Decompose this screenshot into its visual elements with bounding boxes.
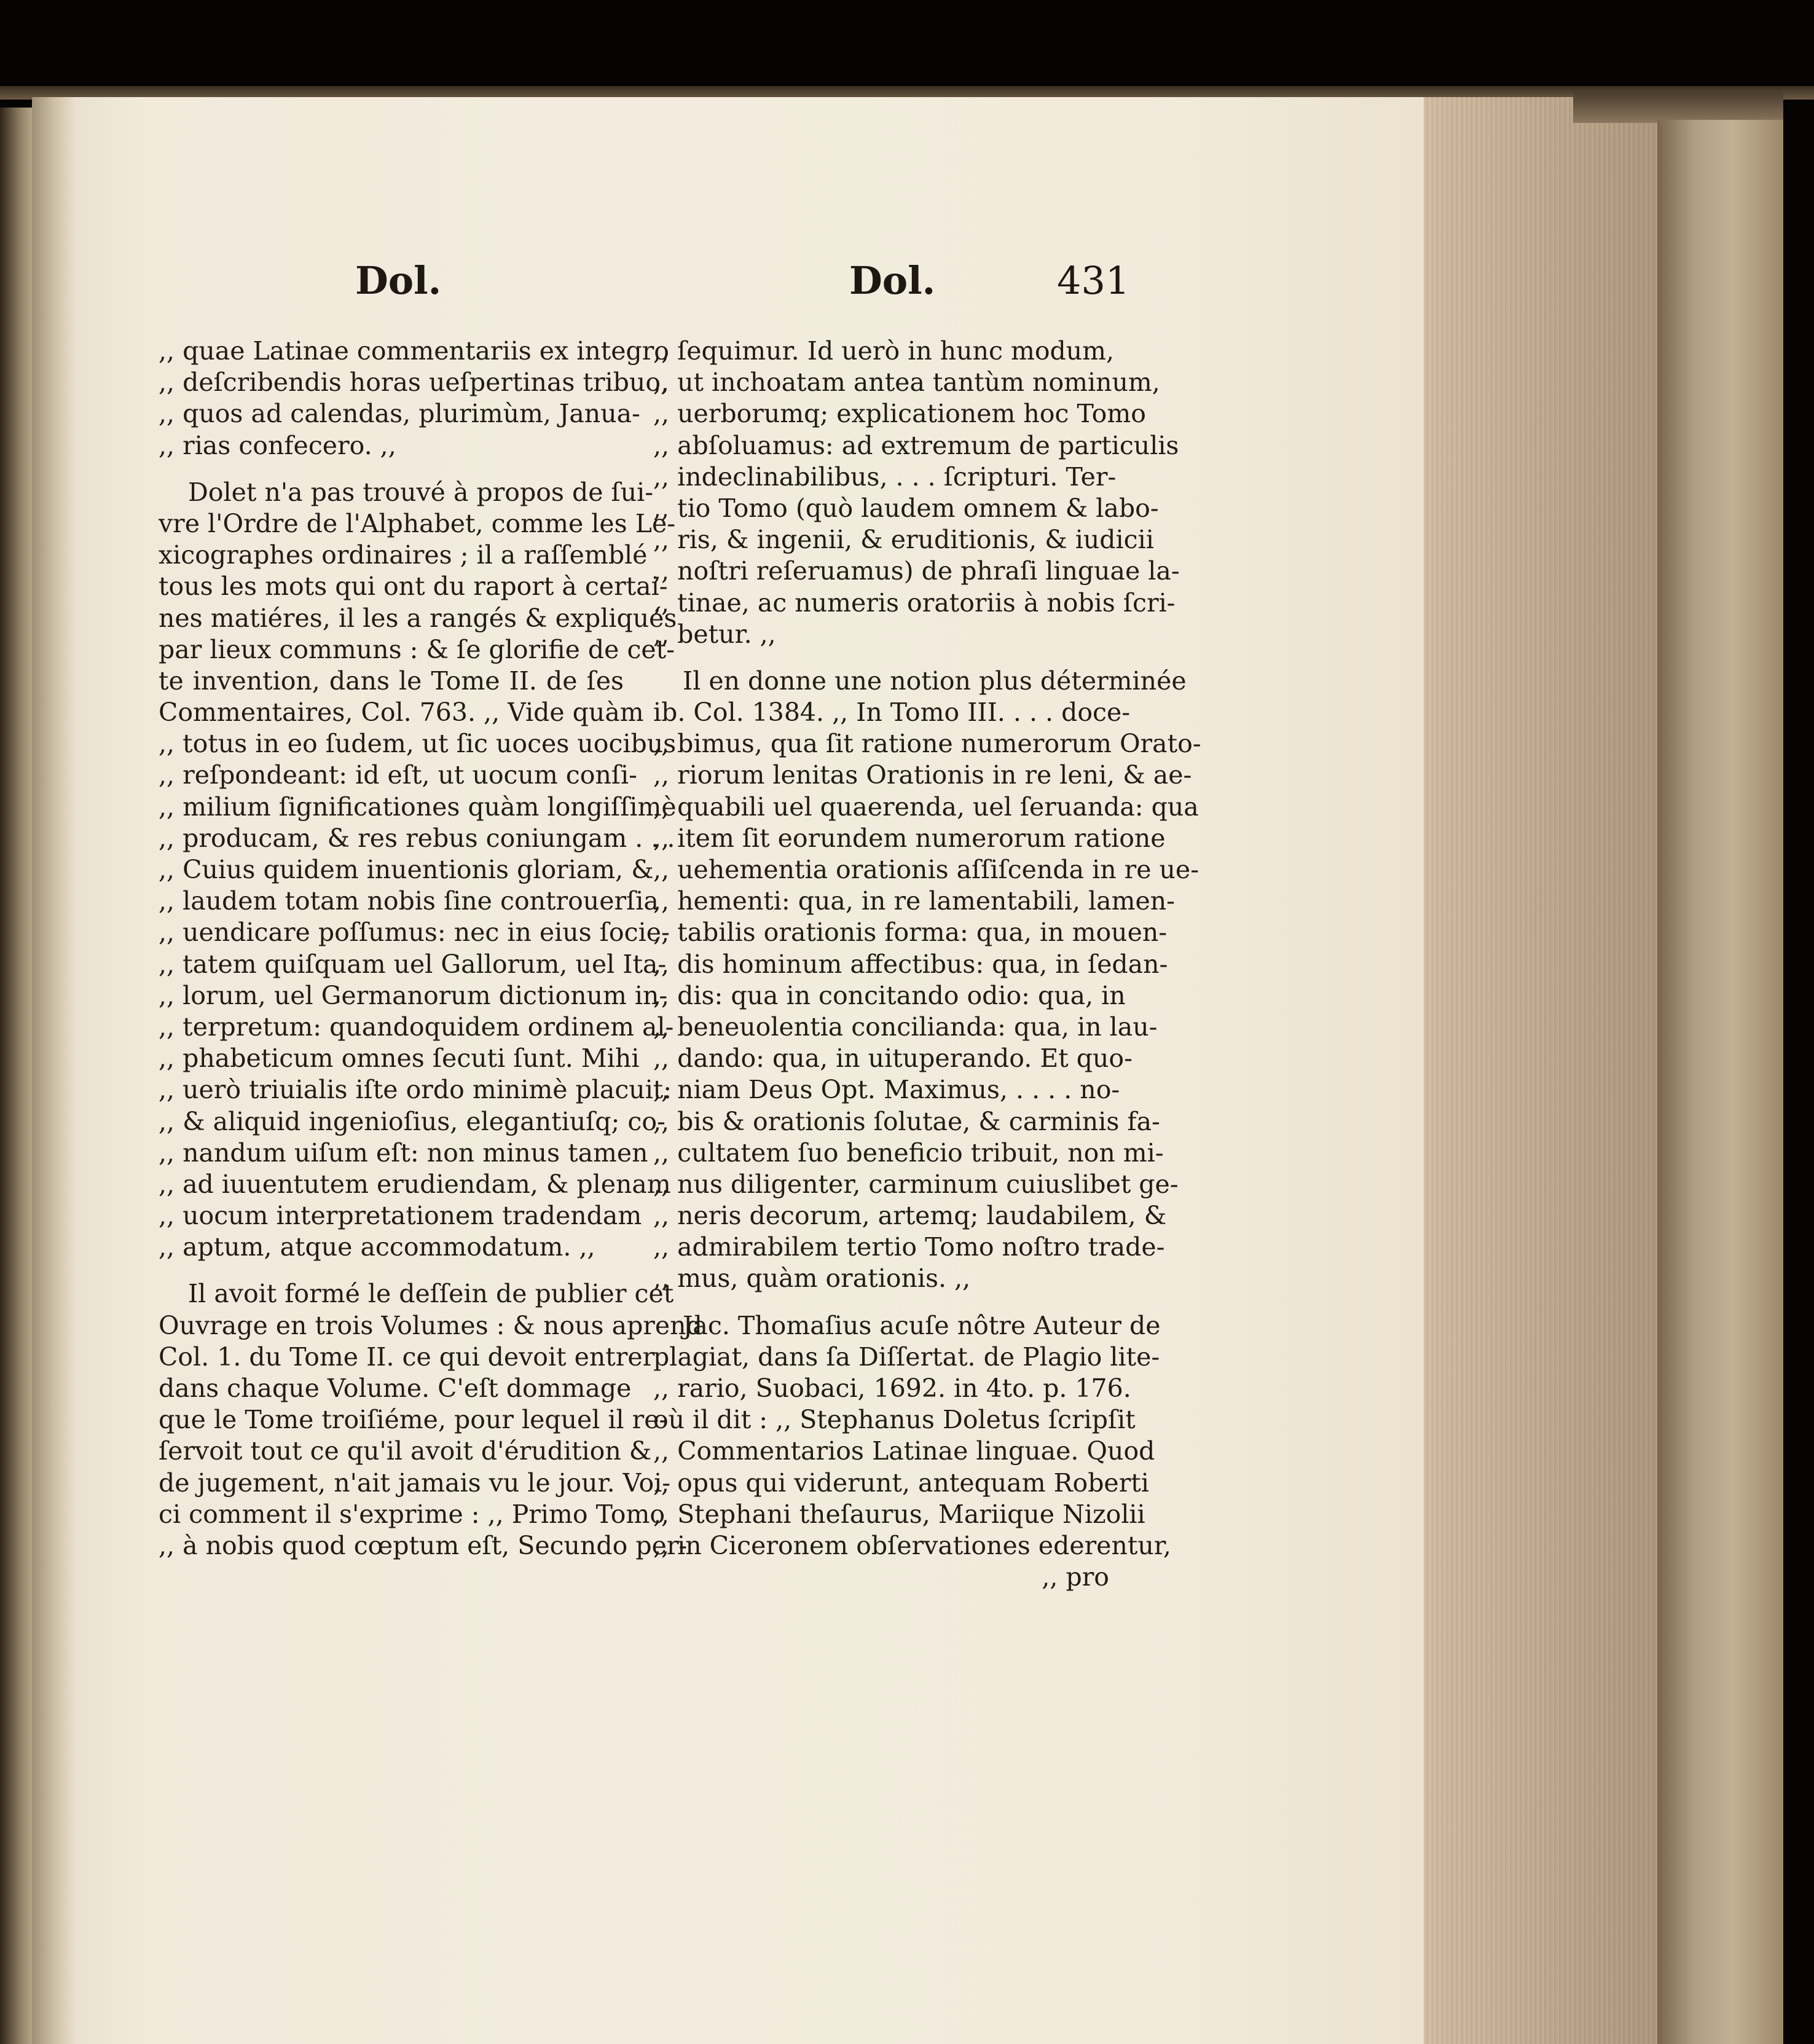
left-running-head: Dol. — [355, 258, 442, 303]
book-cover — [1657, 120, 1783, 2044]
paragraph-gap — [653, 1295, 1109, 1310]
text-line: ,, rias confecero. ,, — [159, 430, 396, 460]
text-line: dans chaque Volume. C'eſt dommage — [159, 1374, 632, 1403]
text-line: Dolet n'a pas trouvé à propos de ſui- — [188, 477, 654, 507]
text-line: ,, reſpondeant: id eſt, ut uocum conſi- — [159, 760, 637, 790]
text-line: ,, item ſit eorundem numerorum ratione — [653, 823, 1166, 853]
text-line: par lieux communs : & ſe glorifie de cet- — [159, 634, 675, 664]
text-line: ,, lorum, uel Germanorum dictionum in- — [159, 980, 668, 1010]
text-line: te invention, dans le Tome II. de ſes — [159, 666, 624, 696]
text-line: ,, Stephani theſaurus, Mariique Nizolii — [653, 1499, 1145, 1529]
text-line: ,, dis hominum affectibus: qua, in ſedan- — [653, 949, 1168, 979]
text-line: ,, indeclinabilibus, . . . ſcripturi. Ter- — [653, 462, 1117, 492]
text-line: vre l'Ordre de l'Alphabet, comme les Le- — [159, 508, 676, 538]
text-line: ,, tinae, ac numeris oratoriis à nobis ſcri- — [653, 588, 1176, 618]
paragraph-gap — [653, 650, 1109, 666]
paragraph-gap — [159, 462, 624, 477]
text-line: ib. Col. 1384. ,, In Tomo III. . . . doce- — [653, 698, 1131, 728]
previous-page-edge — [0, 108, 32, 2044]
text-line: de jugement, n'ait jamais vu le jour. Voi- — [159, 1468, 671, 1498]
text-line: que le Tome troiſiéme, pour lequel il re- — [159, 1405, 668, 1435]
text-line: ,, noſtri reſeruamus) de phraſi linguae la- — [653, 556, 1180, 586]
text-line: ,, terpretum: quandoquidem ordinem al- — [159, 1012, 674, 1042]
text-line: ,, nus diligenter, carminum cuiuslibet ge- — [653, 1169, 1179, 1199]
text-line: Ouvrage en trois Volumes : & nous aprend — [159, 1310, 702, 1340]
text-line: ,, neris decorum, artemq; laudabilem, & — [653, 1201, 1167, 1231]
text-line: tous les mots qui ont du raport à certai- — [159, 572, 668, 602]
text-line: ,, aptum, atque accommodatum. ,, — [159, 1232, 595, 1262]
text-line: ,, uocum interpretationem tradendam — [159, 1201, 642, 1231]
text-line: ,, admirabilem tertio Tomo noſtro trade- — [653, 1232, 1165, 1262]
text-line: ,, ſequimur. Id uerò in hunc modum, — [653, 336, 1115, 366]
text-line: ,, milium ſignificationes quàm longiſſimè — [159, 792, 677, 822]
paragraph-gap — [159, 1263, 624, 1278]
text-line: ,, cultatem ſuo beneficio tribuit, non mi- — [653, 1138, 1164, 1168]
text-line: ,, uerò triuialis iſte ordo minimè placuit: — [159, 1075, 672, 1105]
text-line: ,, phabeticum omnes ſecuti ſunt. Mihi — [159, 1044, 640, 1074]
catchword: ,, pro — [1042, 1562, 1109, 1592]
text-line: ,, quos ad calendas, plurimùm, Janua- — [159, 399, 640, 429]
text-line: ,, tatem quiſquam uel Gallorum, uel Ita- — [159, 949, 667, 979]
text-line: ,, ris, & ingenii, & eruditionis, & iudicii — [653, 525, 1154, 555]
text-line: xicographes ordinaires ; il a raſſemblé — [159, 540, 648, 570]
left-text-column — [159, 336, 702, 1562]
text-line: Il en donne une notion plus déterminée — [683, 666, 1187, 696]
text-line: ci comment il s'exprime : ,, Primo Tomo — [159, 1499, 666, 1529]
text-line: ,, dis: qua in concitando odio: qua, in — [653, 980, 1126, 1010]
text-line: ,, rario, Suobaci, 1692. in 4to. p. 176. — [653, 1374, 1131, 1403]
right-running-head: Dol. — [849, 258, 936, 303]
text-line: ,, à nobis quod cœptum eſt, Secundo per- — [159, 1530, 688, 1560]
text-line: ,, uerborumq; explicationem hoc Tomo — [653, 399, 1146, 429]
text-line: ,, dando: qua, in uituperando. Et quo- — [653, 1044, 1133, 1074]
text-line: ,, opus qui viderunt, antequam Roberti — [653, 1468, 1149, 1498]
text-line: Col. 1. du Tome II. ce qui devoit entrer — [159, 1342, 655, 1372]
text-line: où il dit : ,, Stephanus Doletus ſcripſit — [653, 1405, 1136, 1435]
text-line: ,, uehementia orationis aſſiſcenda in re ue- — [653, 855, 1200, 884]
text-line: ,, Cuius quidem inuentionis gloriam, & — [159, 855, 654, 884]
text-line: ,, producam, & res rebus coniungam . . . — [159, 823, 675, 853]
text-line: Jac. Thomaſius acuſe nôtre Auteur de — [683, 1310, 1161, 1340]
text-line: Il avoit formé le deſſein de publier cet — [188, 1279, 674, 1309]
text-line: ,, totus in eo ſudem, ut ſic uoces uocibus — [159, 729, 677, 759]
cover-top — [1573, 92, 1783, 123]
text-line: ,, in Ciceronem obſervationes ederentur, — [653, 1530, 1171, 1560]
text-line: ,, bimus, qua ſit ratione numerorum Orato- — [653, 729, 1201, 759]
text-line: ,, deſcribendis horas ueſpertinas tribuo, — [159, 368, 669, 398]
text-line: ,, ut inchoatam antea tantùm nominum, — [653, 368, 1160, 398]
text-line: ,, bis & orationis ſolutae, & carminis fa- — [653, 1106, 1160, 1136]
page-edges — [1424, 97, 1657, 2044]
text-line: ,, mus, quàm orationis. ,, — [653, 1264, 971, 1294]
text-line: ,, niam Deus Opt. Maximus, . . . . no- — [653, 1075, 1120, 1105]
text-line: ,, ad iuuentutem erudiendam, & plenam — [159, 1169, 671, 1199]
text-line: ,, quae Latinae commentariis ex integro — [159, 336, 669, 366]
text-line: ,, laudem totam nobis ſine controuerſia — [159, 886, 659, 916]
text-line: ,, & aliquid ingenioſius, elegantiuſq; co- — [159, 1106, 666, 1136]
text-line: plagiat, dans ſa Diſſertat. de Plagio lite- — [653, 1342, 1160, 1372]
text-line: ,, tabilis orationis forma: qua, in mouen- — [653, 918, 1168, 948]
text-line: ,, hementi: qua, in re lamentabili, lamen- — [653, 886, 1175, 916]
text-line: ,, betur. ,, — [653, 619, 776, 649]
right-text-column — [653, 336, 1201, 1593]
text-line: ſervoit tout ce qu'il avoit d'érudition & — [159, 1436, 652, 1466]
text-line: ,, Commentarios Latinae linguae. Quod — [653, 1436, 1155, 1466]
page-gutter — [32, 97, 75, 2044]
text-line: ,, nandum uiſum eſt: non minus tamen — [159, 1138, 648, 1168]
text-line: ,, quabili uel quaerenda, uel ſeruanda: qua — [653, 792, 1199, 822]
text-line: ,, abſoluamus: ad extremum de particulis — [653, 430, 1179, 460]
text-line: ,, riorum lenitas Orationis in re leni, & ae- — [653, 760, 1192, 790]
text-line: ,, beneuolentia concilianda: qua, in lau- — [653, 1012, 1158, 1042]
page-number: 431 — [1057, 258, 1130, 303]
text-line: ,, uendicare poſſumus: nec in eius ſocie- — [159, 918, 670, 948]
text-line: nes matiéres, il les a rangés & expliqués — [159, 603, 677, 633]
text-line: ,, tio Tomo (quò laudem omnem & labo- — [653, 493, 1159, 523]
text-line: Commentaires, Col. 763. ,, Vide quàm — [159, 698, 644, 728]
